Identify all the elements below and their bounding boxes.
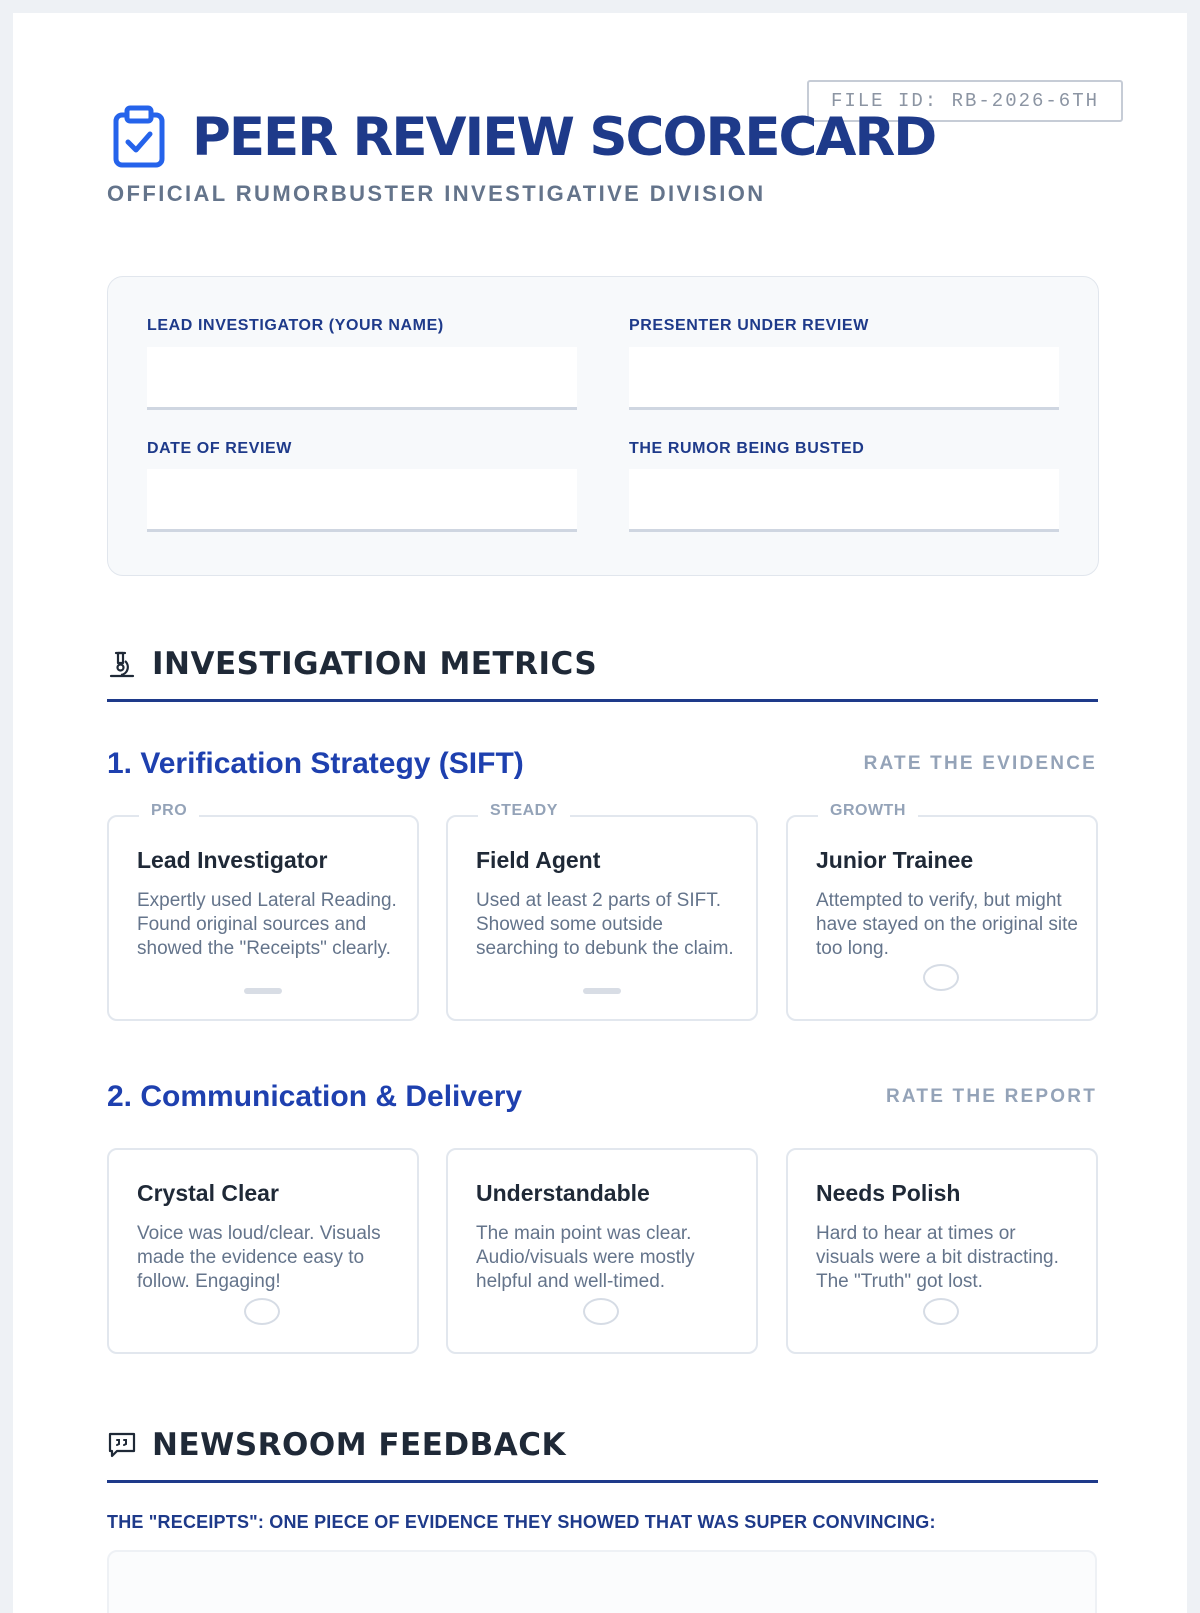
- presenter-label: PRESENTER UNDER REVIEW: [629, 317, 869, 334]
- option-name: Crystal Clear: [137, 1180, 279, 1206]
- option-name: Field Agent: [476, 847, 601, 873]
- radio-button[interactable]: [583, 1298, 619, 1325]
- option-description: Hard to hear at times or visuals were a bit distracting. The "Truth" got lost.: [816, 1223, 1059, 1292]
- metrics-section-title: INVESTIGATION METRICS: [152, 646, 598, 682]
- presenter-input[interactable]: [629, 347, 1059, 410]
- receipts-textarea[interactable]: [107, 1550, 1097, 1613]
- option-description: The main point was clear. Audio/visuals were mostly helpful and well-timed.: [476, 1223, 695, 1292]
- microscope-icon: [107, 649, 137, 679]
- header: [112, 105, 935, 169]
- lead-investigator-label: LEAD INVESTIGATOR (YOUR NAME): [147, 317, 444, 334]
- option-tag: GROWTH: [818, 802, 918, 820]
- communication-option-understandable[interactable]: [446, 1148, 758, 1354]
- verification-title: 1. Verification Strategy (SIFT): [107, 747, 524, 780]
- rumor-input[interactable]: [629, 469, 1059, 532]
- verification-option-pro[interactable]: [107, 802, 419, 1021]
- info-card: [107, 276, 1099, 576]
- option-description: Voice was loud/clear. Visuals made the evidence easy to follow. Engaging!: [137, 1223, 381, 1292]
- review-date-label: DATE OF REVIEW: [147, 440, 292, 457]
- communication-option-crystal-clear[interactable]: [107, 1148, 419, 1354]
- option-name: Lead Investigator: [137, 847, 328, 873]
- communication-option-needs-polish[interactable]: [786, 1148, 1098, 1354]
- radio-button[interactable]: [923, 1298, 959, 1325]
- page-title: PEER REVIEW SCORECARD: [192, 106, 936, 168]
- metrics-divider: [107, 699, 1098, 702]
- option-description: Attempted to verify, but might have stayed on the original site too long.: [816, 890, 1078, 959]
- verification-option-growth[interactable]: [786, 802, 1098, 1021]
- option-tag: STEADY: [478, 802, 570, 820]
- radio-indicator[interactable]: [583, 988, 621, 994]
- rumor-label: THE RUMOR BEING BUSTED: [629, 440, 865, 457]
- file-id-stamp: FILE ID: RB-2026-6TH: [807, 80, 1123, 122]
- verification-hint: RATE THE EVIDENCE: [863, 753, 1097, 774]
- verification-option-steady[interactable]: [446, 802, 758, 1021]
- scorecard-sheet: [13, 13, 1187, 1613]
- metrics-section-header: [107, 646, 597, 682]
- clipboard-check-icon: [112, 105, 166, 169]
- option-name: Understandable: [476, 1180, 650, 1206]
- option-description: Used at least 2 parts of SIFT. Showed some outside searching to debunk the claim.: [476, 890, 734, 959]
- speech-bubble-quote-icon: [107, 1430, 137, 1460]
- option-tag: PRO: [139, 802, 199, 820]
- communication-title: 2. Communication & Delivery: [107, 1080, 523, 1113]
- option-description: Expertly used Lateral Reading. Found original sources and showed the "Receipts" clearly.: [137, 890, 397, 959]
- feedback-section-header: [107, 1427, 566, 1463]
- radio-button[interactable]: [244, 1298, 280, 1325]
- communication-hint: RATE THE REPORT: [885, 1086, 1097, 1107]
- receipts-prompt: THE "RECEIPTS": ONE PIECE OF EVIDENCE THEY SHOWED THAT WAS SUPER CONVINCING:: [107, 1512, 936, 1532]
- review-date-input[interactable]: [147, 469, 577, 532]
- feedback-divider: [107, 1480, 1098, 1483]
- lead-investigator-input[interactable]: [147, 347, 577, 410]
- option-name: Junior Trainee: [816, 847, 974, 873]
- page-subtitle: OFFICIAL RUMORBUSTER INVESTIGATIVE DIVISION: [107, 181, 766, 206]
- feedback-section-title: NEWSROOM FEEDBACK: [152, 1427, 567, 1463]
- option-name: Needs Polish: [816, 1180, 961, 1206]
- radio-indicator[interactable]: [244, 988, 282, 994]
- radio-button[interactable]: [923, 964, 959, 991]
